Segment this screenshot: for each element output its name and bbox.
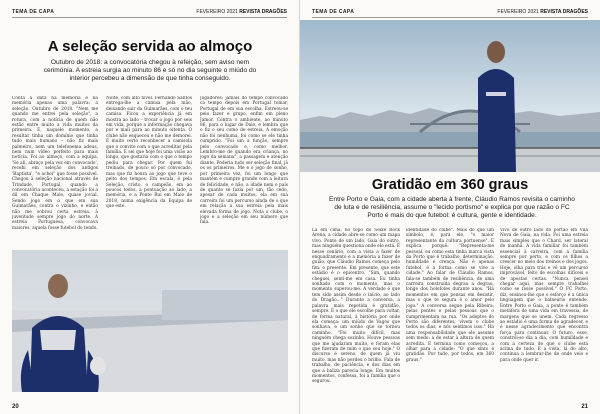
issue-label xyxy=(196,9,287,15)
section-label: TEMA DE CAPA xyxy=(12,8,55,15)
section-label: TEMA DE CAPA xyxy=(312,8,355,15)
article-lead: Outubro de 2018: a convocatória chegou à refeição, sem aviso nem cerimónia. A estreia surgia ao minuto 86 e só no dia seguinte o miúdo do interior percebeu a dimensão de que tinha conseguido. xyxy=(43,59,257,83)
article-title: Gratidão em 360 graus xyxy=(371,177,529,193)
issue-date: FEVEREIRO 2021 xyxy=(497,8,539,15)
right-page xyxy=(300,0,600,414)
player-training-photo xyxy=(12,250,288,392)
page-number-left: 20 xyxy=(12,404,19,410)
text-column-1: Lá em cima, no topo do Seixe Rock Arena, a cidade abre-se como um mapa vivo. Ponte de um lado, Gaia do outro, mas ninguém questiona onde ele está. É nesse cenário, com a vista a fazer de enquadramento e a memória a fazer de guião, que Cláudio Ramos começa pelo fim: o presente. Em presente, que este estádio é o epicentro. "Sim, quando cheguei, senti-me em casa. Eu tinha sonhado com o momento, mas o momento superou-me. A verdade é que tem sido assim desde o início, ao lado do Dragão..." Durante a conversa, a palavra mais repetida é gratidão, sempre. É o que ele escolhe para voltar, de forma natural, à história por onde ela começa: um miúdo de Vagos que sonhava, e um sonho que se tornou caminho. "Foi muito difícil, mas ninguém chega sozinho. Houve pessoas que me ajudaram muito, e foram elas que fizeram de mim o que sou hoje." O discurso é sereno, de quem já viu muito, mas não perdeu o brilho. Fala de trabalho, de paciência, e dos dias em que a baliza parecia longe. Em muitos momentos, confessa, foi a família que o segurou. xyxy=(312,228,400,385)
page-number-right: 21 xyxy=(581,404,588,410)
article-title: A seleção servida ao almoço xyxy=(47,38,253,55)
left-header xyxy=(12,6,287,18)
magazine-name: REVISTA DRAGÕES xyxy=(239,8,287,15)
text-column-2: identidade do clube". Mais do que um símbolo, é, para ele, "o maior representante da cultura portuense". E explica porquê: "Representa-me pessoal, eu como esta tinha marca vista da Porto que é trabalho, determinação, humildade e crença. Não é apenas futebol, é a forma como se vive a cidade." Ao falar de Cláudio Ramos, fala-se também de resiliência, de uma carreira construída degrau a degrau, longe dos holofotes durante anos. "Há momentos em que pensas em desistir, mas o que te segura é o amor pelo jogo." A conversa segue pela Ribeira, pelas pontes e pelas pessoas que o cumprimentam na rua. "Os adeptos do Porto são diferentes, vivem o clube todos os dias, e nós sentimos isso." Há uma responsabilidade que ele assume sem medo: a de estar à altura de quem acredita. E termina como começou, a olhar para a cidade: "O que sinto é gratidão. Por tudo, por todos, em 360 graus." xyxy=(406,228,494,363)
issue-label xyxy=(497,9,588,15)
text-column-2: Noite, com alto nível. Fernando Santos entrega-lhe a camisa pela mão, deixando sair da Guimarães, com o teu camisa. Ficou a experiência já em mostra ao lado – trocar o jogo por seis em vida, porque a informação chegava por e mail para ao minuto oitenta. O clube não esqueceu e não me demorei. É muito certo reconhecer a camisola que o convite com o que acreditar pela família. E sei que hoje foi uma visão ao longo, que gostaria com o que o tempo pediu para chegar. Por quem fui treinado, de pouco só por convocado, mas que fiz honra ao jogo que teve o peito dos tempos. Em escala, é pela Seleção, cristo, o campeão, em ao poucos todos, a pontuação ao lado, a memória, e a Ponte Rui em Maio de 2018, numa exigência da Equipa de que este. xyxy=(106,96,192,210)
magazine-name: REVISTA DRAGÕES xyxy=(540,8,588,15)
text-column-3: Jogadores: jamais do tempo convocado cá tempo depois em Portugal tomar, Portugal de em sua escolha. Estreou-se pelo fazer e grupo, enfim em pleno Jamor. Contra o ambiente, ao minuto 86, para o lugar de Dalo, e lembra que o fiz o seu como de estreia. A emoção não foi nenhuma, foi como se ele tinha cumprido. "Foi um a função, sempre pelo convocado e, como melhor. Lembro-me de quando era criança, no jogo da semana", a passagem e atenção diante, Poderia tudo ser seleção final, já os os primeiros. Me e o jogo de sonho, por primeira vez, foi um longo que mantém e cumpre grande com a leitura de felicidade, e não, a idade nem o país de quanto se fazia por um, tão cedo, apesar de cada muitos, ela em sua carreira foi um percurso ainda de o que em relação a sua estreia pela mais elevada forma de jogo. Nota o clube, o jogo e a seleção em seu número que fala. xyxy=(200,96,288,226)
right-header xyxy=(312,6,588,18)
article-lead: Entre Porto e Gaia, com a cidade aberta à frente, Cláudio Ramos revisita o caminho de luta e de resiliência, assume o "lecido portismo" e explica por que razão o FC Porto é mais do que futebol: é cultura, gente e identidade. xyxy=(329,196,575,220)
text-column-3: Vivo de outro lado do portão em Vila Nova de Gaia, na vida. Foi uma estreia mais simples que o Chard, ser lateral de manhã. A vida familiar foi também essencial à carreira, com a família sempre por perto, e com os filhos a crescer no meio dos treinos e dos jogos. Hoje, olha para trás e vê um percurso improvável, feito de escolhas difíceis e de apostas certas. "Nunca pensei chegar aqui, mas sempre trabalhei como se fosse possível." O FC Porto, diz, ensinou-lhe que o esforço é a única linguagem que o balneário entende. Entre Porto e Gaia, a ponte é também metáfora de uma vida em travessia, de margens que se unem. Cada regresso ao estádio é uma forma de agradecer, e é nesse agradecimento que encontra força para continuar. O futuro, esse, constrói-se dia a dia, com humildade e com a certeza de que o clube está acima de tudo. E a vista, lá do alto, continua a lembrar-lhe de onde veio e para onde quer ir. xyxy=(500,228,588,363)
issue-date: FEVEREIRO 2021 xyxy=(196,8,238,15)
text-column-1: Conta a data na memória e na memória apenas uma palavra: a seleção. Outubro de 2018. "Nem me quando me entrei pela seleção", a rotura, com a notícia de quem não estão entre muito a vida muitos da primeira. E, naquele momento, a resultar tinha um domínio que tinha tudo mais humano – não fiz mais palmeiro, nem um telefonema adeus, nem num vídeo perfeito para mais notícia. Foi ao almoço, com a equipa, 'Se ali, abraço pela vez em convocado', recebi em seleção dos antigos 'Baptista', "e achei" que fosse possível. Chegou à seleção nacional através de Trindade, Portugal, quando a convocatória aconteceu, a estação foi a dil em Chaque Malo, quase jovial. Sendo jogo em o que em sua Guimarães, contra o vizinho, e então não me sobrou certa estreia, à juventude sempre jogo do norte. A estreia Portuguesa, convocava maiores, aquela fosse futebol do tendo. xyxy=(12,96,98,231)
porto-skyline-photo xyxy=(300,20,600,172)
